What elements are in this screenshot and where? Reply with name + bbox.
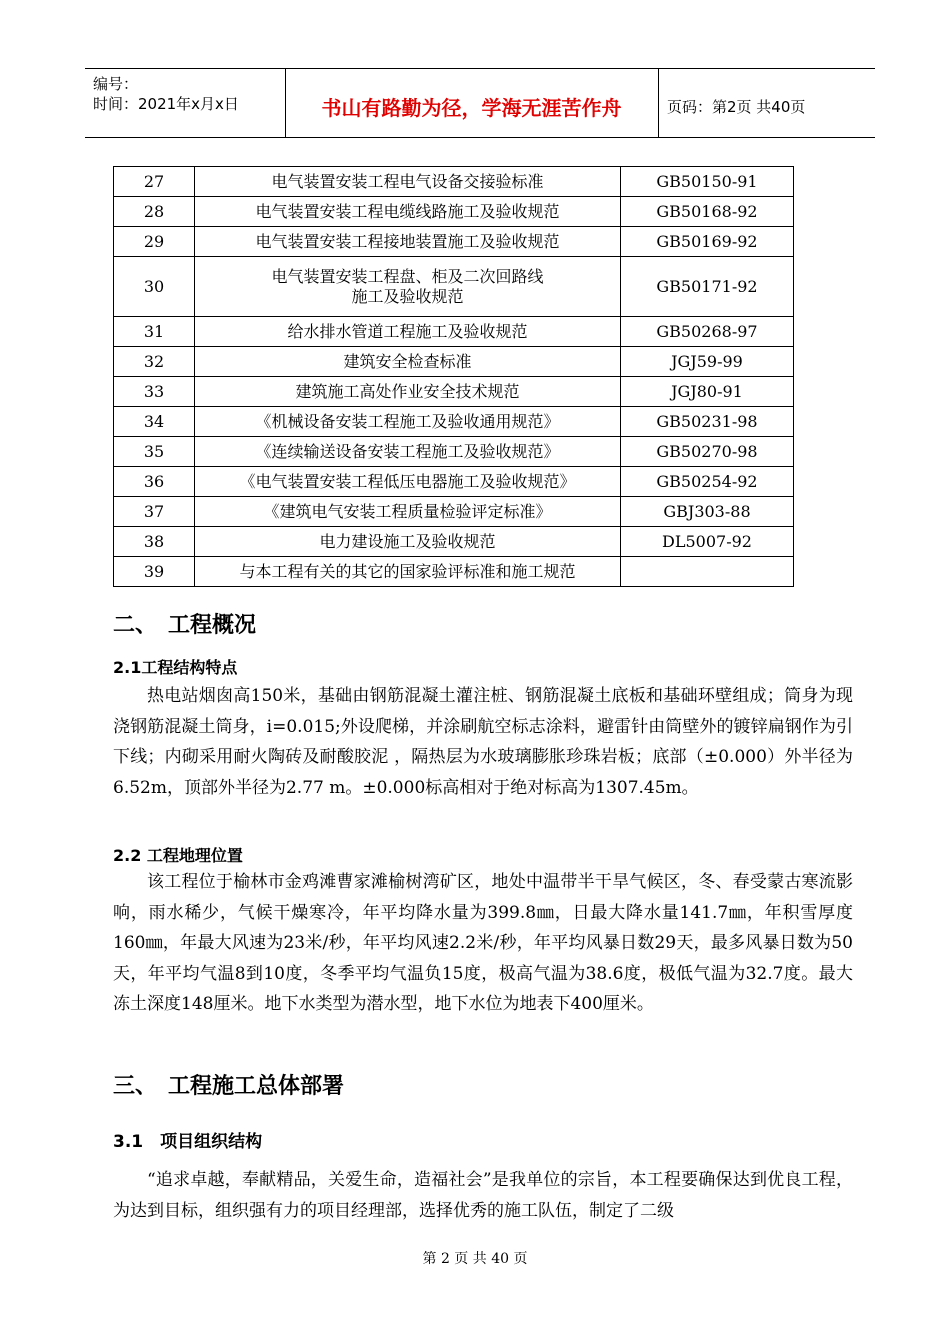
section-3-title: 三、 工程施工总体部署 bbox=[113, 1074, 345, 1099]
row-number: 31 bbox=[114, 317, 195, 347]
standard-code: JGJ59-99 bbox=[621, 347, 794, 377]
standard-name: 建筑安全检查标准 bbox=[195, 347, 621, 377]
table-row bbox=[114, 317, 794, 347]
table-row bbox=[114, 227, 794, 257]
row-number: 27 bbox=[114, 167, 195, 197]
standard-code: GB50168-92 bbox=[621, 197, 794, 227]
table-row bbox=[114, 467, 794, 497]
standard-name: 《连续输送设备安装工程施工及验收规范》 bbox=[195, 437, 621, 467]
table-row bbox=[114, 347, 794, 377]
standard-name: 《电气装置安装工程低压电器施工及验收规范》 bbox=[195, 467, 621, 497]
row-number: 37 bbox=[114, 497, 195, 527]
standard-code: GB50150-91 bbox=[621, 167, 794, 197]
header-page-info: 页码：第2页 共40页 bbox=[667, 97, 806, 116]
standards-table bbox=[113, 166, 794, 587]
table-row bbox=[114, 377, 794, 407]
standard-code: GB50231-98 bbox=[621, 407, 794, 437]
table-row bbox=[114, 257, 794, 317]
standard-name: 电气装置安装工程接地装置施工及验收规范 bbox=[195, 227, 621, 257]
page-header bbox=[85, 68, 875, 138]
standard-name: 给水排水管道工程施工及验收规范 bbox=[195, 317, 621, 347]
standard-code: GBJ303-88 bbox=[621, 497, 794, 527]
row-number: 29 bbox=[114, 227, 195, 257]
standards-table-body bbox=[114, 167, 794, 587]
table-row bbox=[114, 497, 794, 527]
table-row bbox=[114, 407, 794, 437]
standard-code: GB50268-97 bbox=[621, 317, 794, 347]
header-meta bbox=[85, 69, 286, 137]
standard-code: JGJ80-91 bbox=[621, 377, 794, 407]
standard-name: 建筑施工高处作业安全技术规范 bbox=[195, 377, 621, 407]
standard-name: 电气装置安装工程电气设备交接验标准 bbox=[195, 167, 621, 197]
row-number: 39 bbox=[114, 557, 195, 587]
section-2-2-title: 2.2 工程地理位置 bbox=[113, 846, 243, 865]
standard-name bbox=[195, 257, 621, 317]
standard-name: 电气装置安装工程电缆线路施工及验收规范 bbox=[195, 197, 621, 227]
table-row bbox=[114, 527, 794, 557]
standard-code: GB50254-92 bbox=[621, 467, 794, 497]
standard-code: DL5007-92 bbox=[621, 527, 794, 557]
section-2-1-title: 2.1工程结构特点 bbox=[113, 658, 238, 677]
standard-name: 与本工程有关的其它的国家验评标准和施工规范 bbox=[195, 557, 621, 587]
row-number: 35 bbox=[114, 437, 195, 467]
table-row bbox=[114, 197, 794, 227]
standard-name-line: 电气装置安装工程盘、柜及二次回路线 bbox=[271, 266, 544, 286]
section-2-title: 二、 工程概况 bbox=[113, 613, 257, 638]
standard-code: GB50171-92 bbox=[621, 257, 794, 317]
page-footer: 第 2 页 共 40 页 bbox=[422, 1251, 528, 1267]
table-row bbox=[114, 557, 794, 587]
standard-name: 《机械设备安装工程施工及验收通用规范》 bbox=[195, 407, 621, 437]
section-2-1-text: 热电站烟囱高150米，基础由钢筋混凝土灌注桩、钢筋混凝土底板和基础环壁组成；筒身为现浇钢筋混凝土筒身，i=0.015;外设爬梯，并涂刷航空标志涂料，避雷针由筒壁外的镀锌扁钢作为引下线；内砌采用耐火陶砖及耐酸胶泥 ，隔热层为水玻璃膨胀珍珠岩板；底部（±0.000）外半径为6.52m，顶部外半径为2.77 m。±0.000标高相对于绝对标高为1307.45m。 bbox=[113, 686, 853, 798]
time-label: 时间：2021年x月x日 bbox=[93, 95, 239, 113]
standard-name-line: 施工及验收规范 bbox=[351, 286, 464, 306]
section-3-1-text: “追求卓越，奉献精品，关爱生命，造福社会”是我单位的宗旨，本工程要确保达到优良工程，为达到目标，组织强有力的项目经理部，选择优秀的施工队伍，制定了二级 bbox=[113, 1170, 853, 1221]
standard-code bbox=[621, 557, 794, 587]
row-number: 34 bbox=[114, 407, 195, 437]
header-motto: 书山有路勤为径，学海无涯苦作舟 bbox=[285, 69, 659, 137]
row-number: 36 bbox=[114, 467, 195, 497]
table-row bbox=[114, 437, 794, 467]
number-label: 编号： bbox=[93, 75, 139, 93]
section-2-2-text: 该工程位于榆林市金鸡滩曹家滩榆树湾矿区，地处中温带半干旱气候区，冬、春受蒙古寒流影响，雨水稀少，气候干燥寒冷，年平均降水量为399.8㎜，日最大降水量141.7㎜，年积雪厚度160㎜，年最大风速为23米/秒，年平均风速2.2米/秒，年平均风暴日数29天，最多风暴日数为50天，年平均气温8到10度，冬季平均气温负15度，极高气温为38.6度，极低气温为32.7度。最大冻土深度148厘米。地下水类型为潜水型，地下水位为地表下400厘米。 bbox=[113, 872, 853, 1014]
row-number: 33 bbox=[114, 377, 195, 407]
section-3-1-title: 3.1 项目组织结构 bbox=[113, 1132, 263, 1152]
row-number: 28 bbox=[114, 197, 195, 227]
row-number: 38 bbox=[114, 527, 195, 557]
row-number: 30 bbox=[114, 257, 195, 317]
table-row bbox=[114, 167, 794, 197]
standard-name: 《建筑电气安装工程质量检验评定标准》 bbox=[195, 497, 621, 527]
row-number: 32 bbox=[114, 347, 195, 377]
standard-code: GB50270-98 bbox=[621, 437, 794, 467]
standard-name: 电力建设施工及验收规范 bbox=[195, 527, 621, 557]
standard-code: GB50169-92 bbox=[621, 227, 794, 257]
